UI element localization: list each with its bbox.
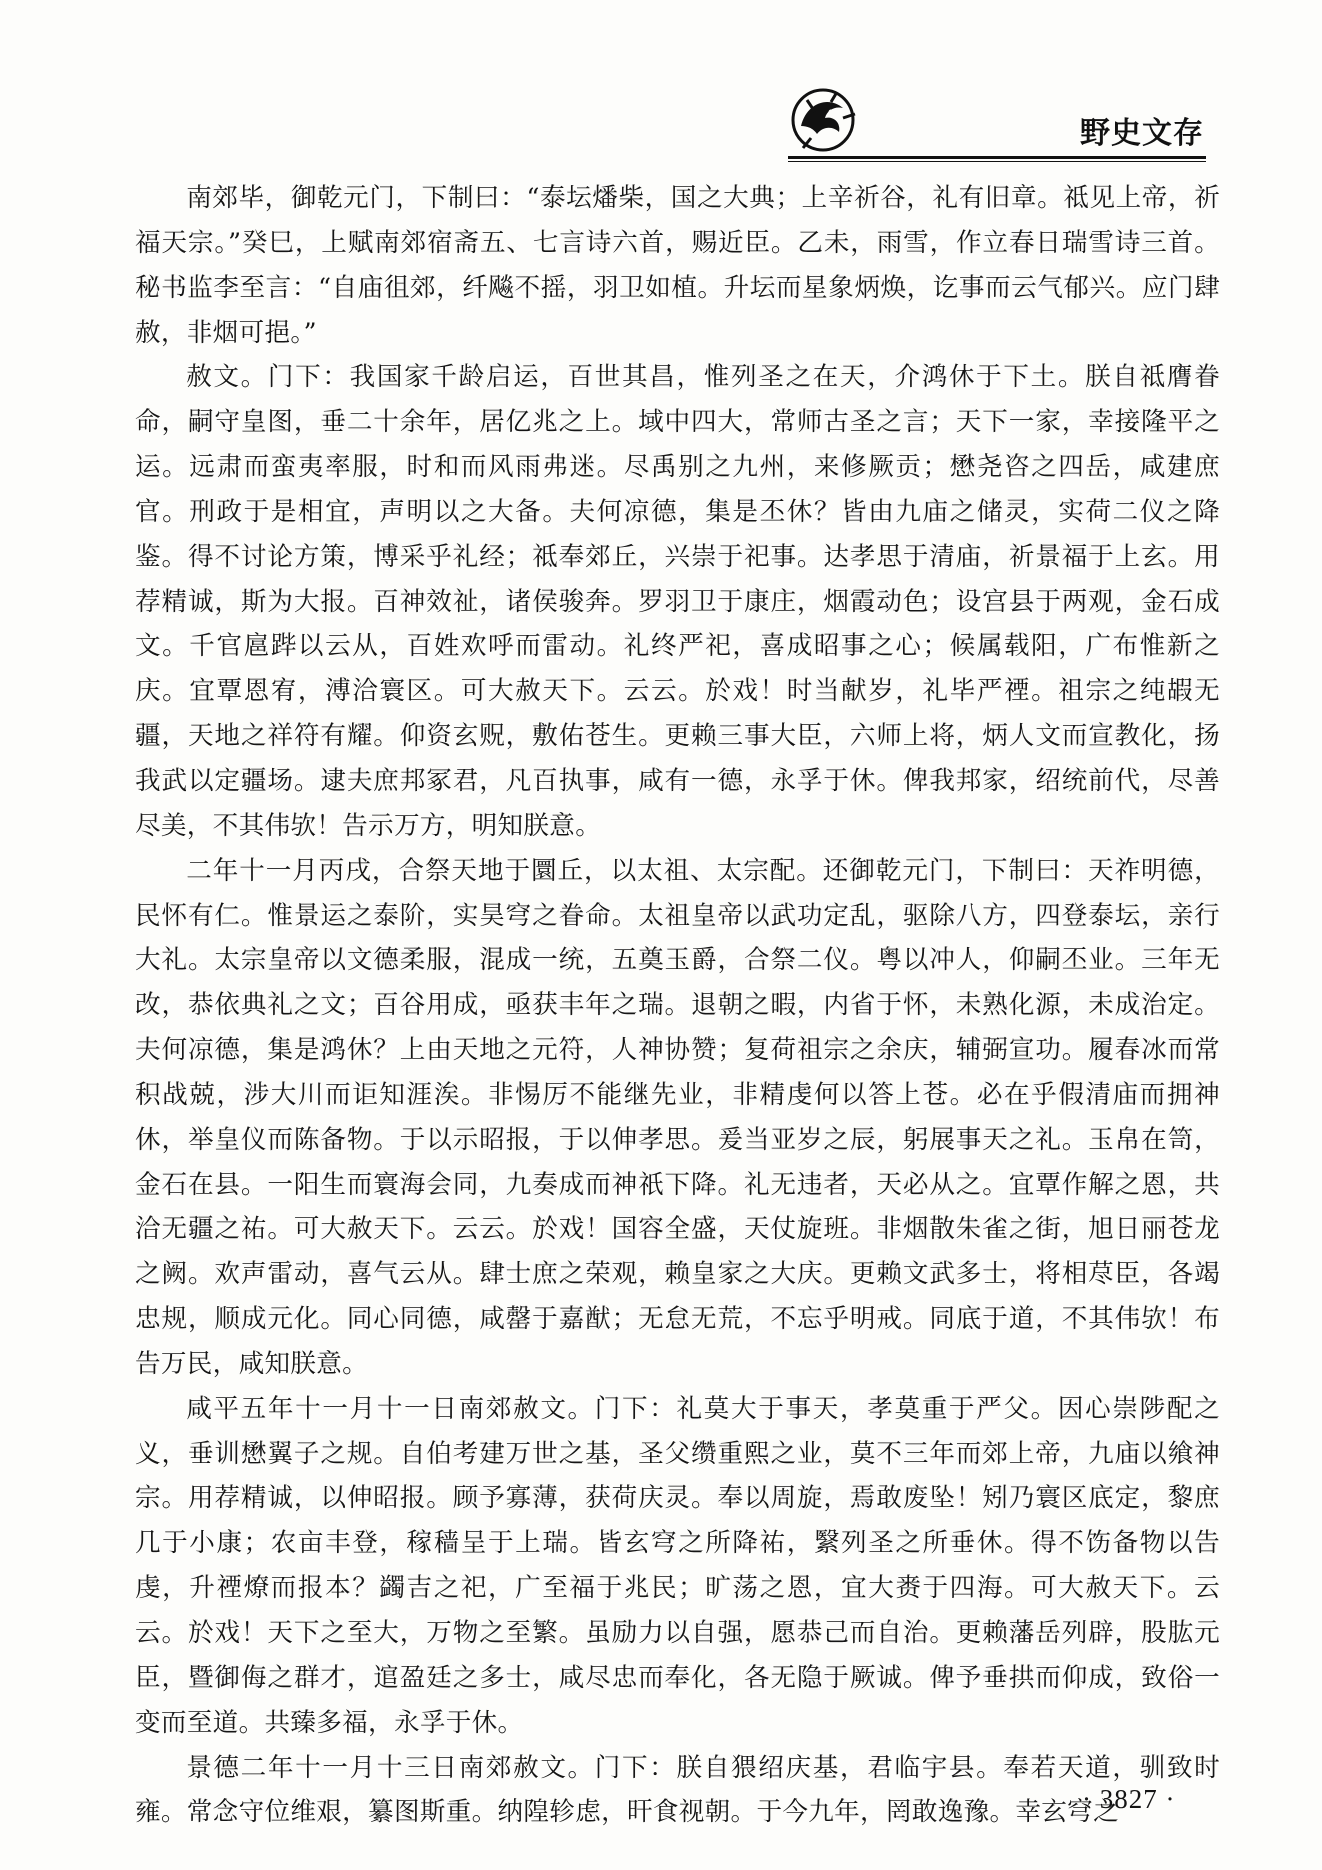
section-title: 野史文存 xyxy=(1080,116,1204,151)
paragraph: 咸平五年十一月十一日南郊赦文。门下：礼莫大于事天，孝莫重于严父。因心崇陟配之义，垂训懋翼子之规。自伯考建万世之基，圣父缵重熙之业，莫不三年而郊上帝，九庙以飨神宗。用荐精诚，以伸昭报。顾予寡薄，获荷庆灵。奉以周旋，焉敢废坠！矧乃寰区底定，黎庶几于小康；农亩丰登，稼穑呈于上瑞。皆玄穹之所降祐，繄列圣之所垂休。得不饬备物以告虔，升禋燎而报本？蠲吉之祀，广至福于兆民；旷荡之恩，宜大赉于四海。可大赦天下。云云。於戏！天下之至大，万物之至繁。虽励力以自强，愿恭己而自治。更赖藩岳列辟，股肱元臣，暨御侮之群才，逭盈廷之多士，咸尽忠而奉化，各无隐于厥诚。俾予垂拱而仰成，致俗一变而至道。共臻多福，永孚于休。 xyxy=(135,1393,1220,1738)
paragraph: 景德二年十一月十三日南郊赦文。门下：朕自猥绍庆基，君临宇县。奉若天道，驯致时雍。常念守位维艰，纂图斯重。纳隍轸虑，旰食视朝。于今九年，罔敢逸豫。幸玄穹之 xyxy=(135,1752,1220,1828)
dragon-icon xyxy=(785,82,861,158)
page-header xyxy=(0,0,1322,160)
paragraph: 赦文。门下：我国家千龄启运，百世其昌，惟列圣之在天，介鸿休于下土。朕自祗膺眷命，嗣守皇图，垂二十余年，居亿兆之上。域中四大，常师古圣之言；天下一家，幸接隆平之运。远肃而蛮夷率服，时和而风雨弗迷。尽禹别之九州，来修厥贡；懋尧咨之四岳，咸建庶官。刑政于是相宜，声明以之大备。夫何凉德，集是丕休？皆由九庙之储灵，实荷二仪之降鉴。得不讨论方策，博采乎礼经；祗奉郊丘，兴崇于祀事。达孝思于清庙，祈景福于上玄。用荐精诚，斯为大报。百神效祉，诸侯骏奔。罗羽卫于康庄，烟霞动色；设宫县于两观，金石成文。千官扈跸以云从，百姓欢呼而雷动。礼终严祀，喜成昭事之心；候属载阳，广布惟新之庆。宜覃恩宥，溥洽寰区。可大赦天下。云云。於戏！时当献岁，礼毕严禋。祖宗之纯嘏无疆，天地之祥符有耀。仰资玄贶，敷佑苍生。更赖三事大臣，六师上将，炳人文而宣教化，扬我武以定疆场。逮夫庶邦冢君，凡百执事，咸有一德，永孚于休。俾我邦家，绍统前代，尽善尽美，不其伟欤！告示万方，明知朕意。 xyxy=(135,362,1220,841)
page-number: · 3827 · xyxy=(1082,1784,1176,1814)
page-body xyxy=(135,176,1220,1835)
header-rule-thin xyxy=(788,161,1206,162)
paragraph: 南郊毕，御乾元门，下制曰：“泰坛燔柴，国之大典；上辛祈谷，礼有旧章。祗见上帝，祈福天宗。”癸巳，上赋南郊宿斋五、七言诗六首，赐近臣。乙未，雨雪，作立春日瑞雪诗三首。秘书监李至言：“自庙徂郊，纤飚不摇，羽卫如植。升坛而星象炳焕，讫事而云气郁兴。应门肆赦，非烟可挹。” xyxy=(135,183,1220,348)
paragraph: 二年十一月丙戌，合祭天地于圜丘，以太祖、太宗配。还御乾元门，下制曰：天祚明德，民怀有仁。惟景运之泰阶，实昊穹之眷命。太祖皇帝以武功定乱，驱除八方，四登泰坛，亲行大礼。太宗皇帝以文德柔服，混成一统，五奠玉爵，合祭二仪。粤以冲人，仰嗣丕业。三年无改，恭依典礼之文；百谷用成，亟获丰年之瑞。退朝之暇，内省于怀，未熟化源，未成治定。夫何凉德，集是鸿休？上由天地之元符，人神协赞；复荷祖宗之余庆，辅弼宣功。履春冰而常积战兢，涉大川而讵知涯涘。非惕厉不能继先业，非精虔何以答上苍。必在乎假清庙而拥神休，举皇仪而陈备物。于以示昭报，于以伸孝思。爰当亚岁之辰，躬展事天之礼。玉帛在笥，金石在县。一阳生而寰海会同，九奏成而神祇下降。礼无违者，天必从之。宜覃作解之恩，共洽无疆之祐。可大赦天下。云云。於戏！国容全盛，天仗旋班。非烟散朱雀之街，旭日丽苍龙之阙。欢声雷动，喜气云从。肆士庶之荣观，赖皇家之大庆。更赖文武多士，将相荩臣，各竭忠规，顺成元化。同心同德，咸罄于嘉猷；无怠无荒，不忘乎明戒。同底于道，不其伟欤！布告万民，咸知朕意。 xyxy=(135,855,1220,1379)
header-rule xyxy=(788,156,1206,159)
